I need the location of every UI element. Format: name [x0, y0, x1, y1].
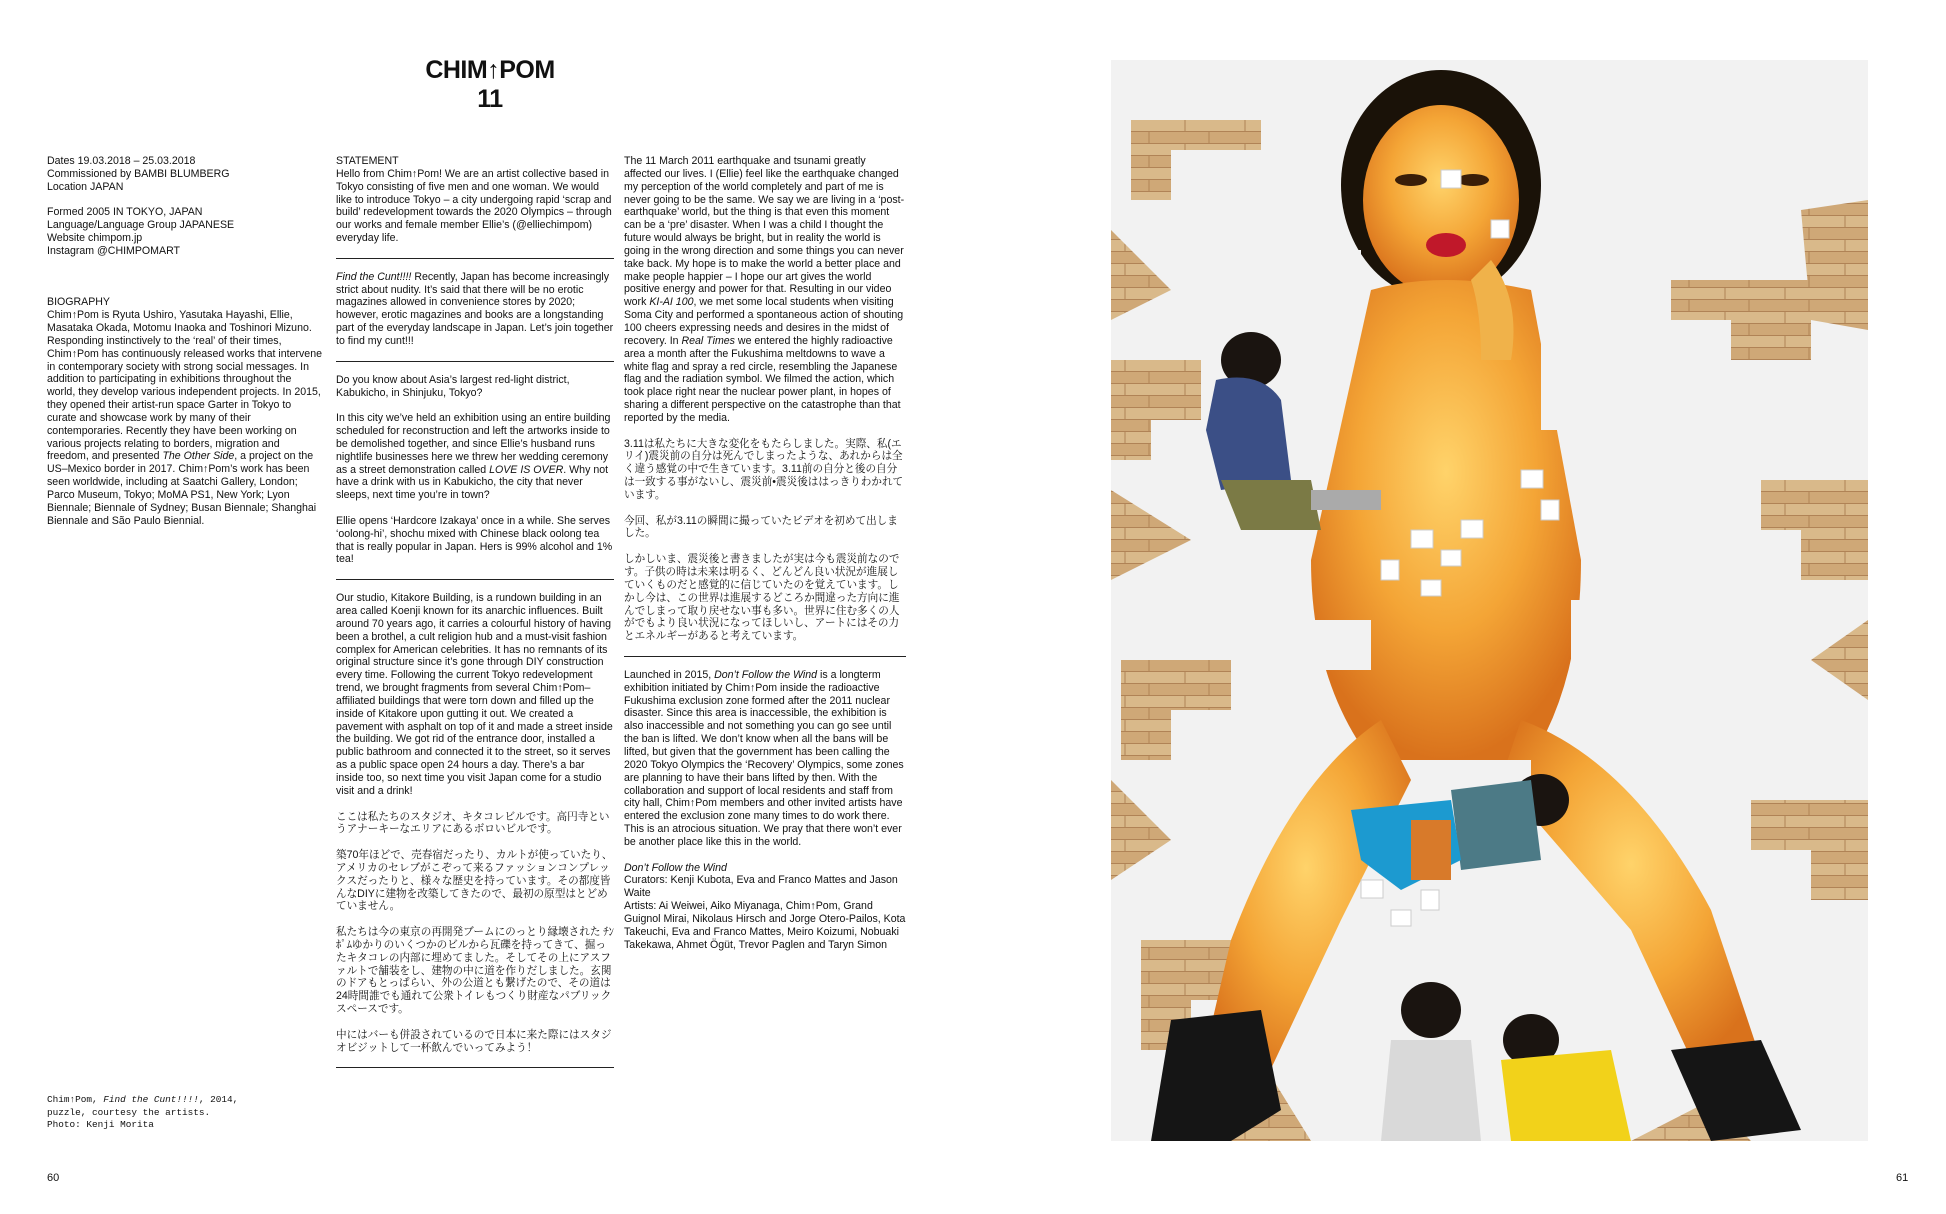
launch-text: Launched in 2015, Don’t Follow the Wind is a longterm exhibition initiated by Chim↑Pom inside the radioactive Fukushima exclusion zone formed after the 2011 nuclear disaster. Since this area is inaccessible, the exhibition is also inaccessible and not something you can go see until the ban is lifted. We don’t know when all the bans will be lifted, but given that the government has been calling the 2020 Tokyo Olympics the ‘Recovery’ Olympics, some zones are planning to have their bans lifted by then. With the collaboration and support of local residents and staff from city hall, Chim↑Pom members and other invited artists have entered the exclusion zone many times to do work there. This is an atrocious situation. We pray that there won’t ever be another place like this in the world.: [624, 668, 904, 848]
statement-heading: STATEMENT: [336, 155, 399, 167]
statement-intro: Hello from Chim↑Pom! We are an artist collective based in Tokyo consisting of five men and one woman. We would like to introduce Tokyo – a city undergoing rapid ‘scrap and build’ redevelopment towards the 2020 Olympics – through our works and female member Ellie’s (@elliechimpom) everyday life.: [336, 167, 612, 245]
biography-heading: BIOGRAPHY: [47, 296, 110, 309]
earthquake-jp3: しかしいま、震災後と書きましたが実は今も震災前なのです。子供の時は未来は明るく、どんどん良い状況が進展していくものだと感覚的に信じていたのを覚えています。しかし今は、この世界は進展するどころか間違った方向に進んでしまって取り戻せない事も多い。世界に住む多くの人がでもより良い状況になってほしいし、アートにはその力とエネルギーがあると考えています。: [624, 553, 900, 643]
statement-jp3: 私たちは今の東京の再開発ブームにのっとり縁壊された ﾁﾝﾎﾟﾑゆかりのいくつかのビルから瓦礫を持ってきて、掘ったキタコレの内部に埋めてました。そしてその上にアスファルトで舗装をし、建物の中に道を作りだしました。玄関のドアもとっぱらい、外の公道とも繋げたので、その道は24時間誰でも通れて公衆トイレもつくり財産なパブリックスペースです。: [336, 926, 614, 1016]
credits-title: Don’t Follow the Wind: [624, 861, 727, 874]
page-number-right: 61: [1896, 1172, 1909, 1184]
statement-jp2: 築70年ほどで、売春宿だったり、カルトが使っていたり、アメリカのセレブがこぞって来るファッションコンプレックスだったりと、様々な歴史を持っています。その都度皆んなDIYに建物を改築してきたので、最初の原型はとどめていません。: [336, 849, 613, 913]
title-name: CHIM↑POM: [425, 56, 555, 84]
info-instagram: Instagram @CHIMPOMART: [47, 244, 180, 257]
right-page: [973, 0, 1946, 1214]
statement-jp1: ここは私たちのスタジオ、キタコレビルです。高円寺というアナーキーなエリアにあるボロいビルです。: [336, 810, 610, 836]
biography-text: Chim↑Pom is Ryuta Ushiro, Yasutaka Hayashi, Ellie, Masataka Okada, Motomu Inaoka and Toshinori Mizuno. Responding instinctively to the ‘real’ of their times, Chim↑Pom has continuously released works that intervene in contemporary society with strong social messages. In addition to participating in exhibitions throughout the world, they develop various independent projects. In 2015, they opened their artist-run space Garter in Tokyo to curate and showcase work by many of their contemporaries. Recently they have been working on various projects relating to borders, migration and freedom, and presented The Other Side, a project on the US–Mexico border in 2017. Chim↑Pom’s work has been seen worldwide, including at Saatchi Gallery, London; Parco Museum, Tokyo; MoMA PS1, New York; Lyon Biennale; Biennale of Sydney; Busan Biennale; Shanghai Biennale and São Paulo Biennial.: [47, 309, 322, 527]
earthquake-text: The 11 March 2011 earthquake and tsunami greatly affected our lives. I (Ellie) feel like the earthquake changed my perception of the world completely and part of me is never going to be the same. We say we are living in a ‘post-earthquake’ world, but the thing is that even this moment can be a ‘pre’ disaster. When I was a child I thought the future would always be bright, but in reality the world is going in the wrong direction and some things you can never take back. My hope is to make the world a better place and make people happier – I hope our art gives the world positive energy and power for that. Resulting in our video work KI-AI 100, we met some local students when visiting Soma City and performed a spontaneous action of shouting 100 cheers expressing needs and desires in the midst of recovery. In Real Times we entered the highly radioactive area a month after the Fukushima meltdowns to wave a white flag and spray a red circle, resembling the Japanese flag and the radiation symbol. We filmed the action, which took place right near the nuclear power plant, in hopes of sharing a different perspective on the catastrophe than that reported by the media.: [624, 155, 905, 424]
title-number: 11: [477, 85, 503, 113]
divider: [336, 361, 614, 362]
statement-city: In this city we’ve held an exhibition using an entire building scheduled for reconstruction and left the artworks inside to be demolished together, and since Ellie’s husband runs nightlife businesses here we threw her wedding ceremony as a street demonstration called LOVE IS OVER. Why not have a drink with us in Kabukicho, the city that never sleeps, next time you’re in town?: [336, 412, 611, 502]
info-website: Website chimpom.jp: [47, 232, 143, 245]
info-dates: Dates 19.03.2018 – 25.03.2018: [47, 155, 196, 167]
divider: [336, 579, 614, 580]
info-column: [47, 155, 322, 527]
credits-artists: Artists: Ai Weiwei, Aiko Miyanaga, Chim↑Pom, Grand Guignol Mirai, Nikolaus Hirsch and Jorge Otero-Pailos, Kota Takeuchi, Eva and Franco Mattes, Meiro Koizumi, Nobuaki Takekawa, Ahmet Ögüt, Trevor Paglen and Taryn Simon: [624, 900, 906, 951]
photo-caption: Chim↑Pom, Find the Cunt!!!!, 2014, puzzle, courtesy the artists. Photo: Kenji Morita: [47, 1094, 239, 1131]
info-location: Location JAPAN: [47, 180, 124, 193]
third-column: [624, 155, 906, 951]
statement-izakaya: Ellie opens ‘Hardcore Izakaya’ once in a while. She serves ‘oolong-hi’, shochu mixed with Chinese black oolong tea that is really popular in Japan. Hers is 99% alcohol and 1% tea!: [336, 514, 613, 566]
statement-kabukicho: Do you know about Asia’s largest red-light district, Kabukicho, in Shinjuku, Tokyo?: [336, 373, 570, 399]
info-commissioned: Commissioned by BAMBI BLUMBERG: [47, 167, 230, 180]
divider: [624, 656, 906, 657]
statement-find: Find the Cunt!!!! Recently, Japan has become increasingly strict about nudity. It’s said that there will be no erotic magazines allowed in convenience stores by 2020; however, erotic magazines and books are a longstanding part of the everyday landscape in Japan. Let’s join together to find my cunt!!!: [336, 270, 614, 347]
statement-column: [336, 155, 614, 1080]
earthquake-jp1: 3.11は私たちに大きな変化をもたらしました。実際、私(エリイ)震災前の自分は死んでしまったような、あれからは全く違う感覚の中で生きています。3.11前の自分と後の自分は一致する事がないし、震災前•震災後ははっきりわかれています。: [624, 437, 904, 501]
artwork-photo: [1111, 60, 1868, 1141]
page-number-left: 60: [47, 1172, 60, 1184]
statement-studio: Our studio, Kitakore Building, is a rundown building in an area called Koenji known for its anarchic influences. Built around 70 years ago, it carries a colourful history of having been a brothel, a cult religion hub and a must-visit fashion complex for American celebrities. It has no remnants of its original structure since it’s gone through DIY construction every time. Following the current Tokyo redevelopment trend, we brought fragments from several Chim↑Pom–affiliated buildings that were torn down and filled up the inside of Kitakore upon gutting it out. We created a pavement with asphalt on top of it and made a street inside the building. We got rid of the entrance door, installed a public bathroom and connected it to the street, so it serves as a public space open 24 hours a day. There’s a bar inside too, so next time you visit Japan come for a studio visit and a drink!: [336, 592, 613, 797]
statement-jp4: 中にはバーも併設されているので日本に来た際にはスタジオビジットして一杯飲んでいってみよう！: [336, 1028, 612, 1054]
info-language: Language/Language Group JAPANESE: [47, 219, 235, 232]
info-formed: Formed 2005 IN TOKYO, JAPAN: [47, 206, 203, 219]
credits-curators: Curators: Kenji Kubota, Eva and Franco Mattes and Jason Waite: [624, 874, 898, 900]
divider: [336, 258, 614, 259]
page-title: [390, 56, 590, 114]
divider: [336, 1067, 614, 1068]
earthquake-jp2: 今回、私が3.11の瞬間に撮っていたビデオを初めて出しました。: [624, 514, 898, 540]
